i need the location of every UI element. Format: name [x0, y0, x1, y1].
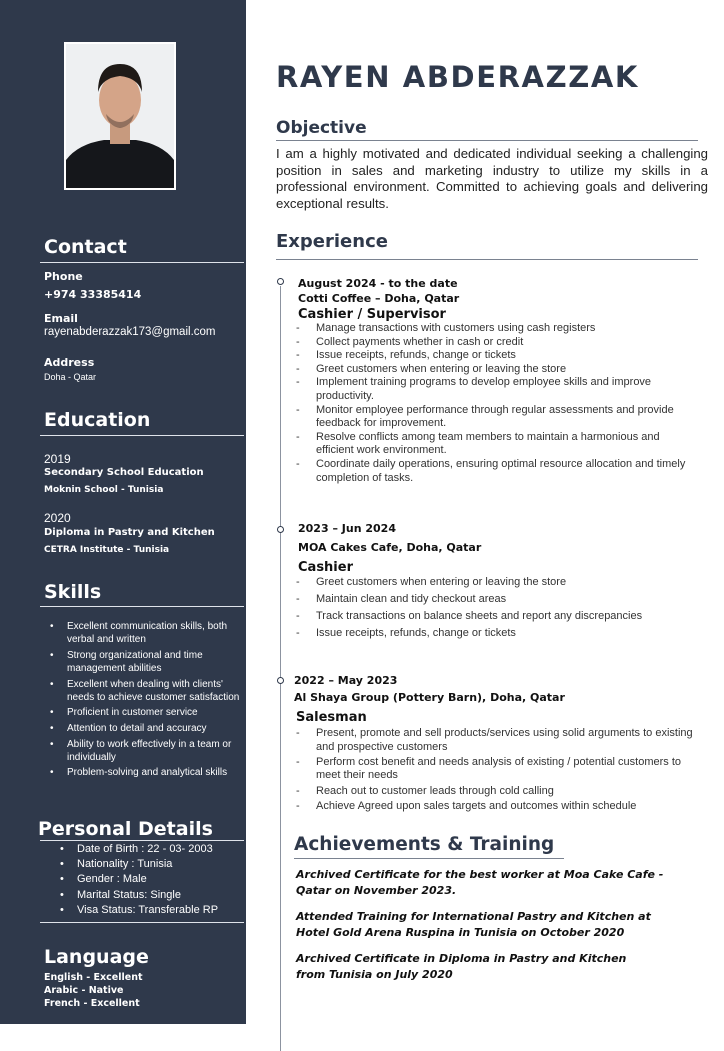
email-value[interactable]: rayenabderazzak173@gmail.com: [44, 326, 216, 338]
language-heading: Language: [44, 946, 149, 968]
job-role: Cashier: [298, 560, 353, 575]
objective-divider: [276, 140, 698, 141]
personal-details-divider: [40, 840, 244, 841]
language-item: French - Excellent: [44, 998, 140, 1009]
job-duty: - Implement training programs to develop employee skills and improve productivity.: [296, 376, 696, 403]
timeline-node-icon: [277, 526, 284, 533]
phone-label: Phone: [44, 270, 83, 283]
personal-details-list: [60, 842, 218, 918]
skill-item: • Excellent communication skills, both verbal and written: [50, 620, 240, 646]
timeline-node-icon: [277, 677, 284, 684]
skill-item: • Strong organizational and time management abilities: [50, 649, 240, 675]
job-date: 2022 – May 2023: [294, 674, 398, 687]
experience-timeline: [280, 286, 281, 1051]
job-date: August 2024 - to the date: [298, 277, 458, 290]
job-duty: - Maintain clean and tidy checkout areas: [296, 593, 696, 607]
language-item: English - Excellent: [44, 972, 143, 983]
personal-details-heading: Personal Details: [38, 818, 213, 840]
job-duties: [296, 322, 696, 485]
job-role: Salesman: [296, 710, 367, 725]
achievements-divider: [294, 858, 564, 859]
address-label: Address: [44, 356, 95, 369]
job-duty: - Collect payments whether in cash or credit: [296, 336, 696, 350]
profile-photo: [64, 42, 176, 190]
sidebar: [0, 0, 246, 1024]
job-duty: - Issue receipts, refunds, change or tickets: [296, 627, 696, 641]
experience-divider: [276, 259, 698, 260]
achievement-item: Archived Certificate in Diploma in Pastry and Kitchen from Tunisia on July 2020: [296, 952, 627, 981]
candidate-name: RAYEN ABDERAZZAK: [276, 60, 639, 94]
education-year: 2020: [44, 511, 71, 525]
education-heading: Education: [44, 409, 151, 431]
personal-detail-item: • Marital Status: Single: [60, 888, 218, 903]
personal-detail-item: • Date of Birth : 22 - 03- 2003: [60, 842, 218, 857]
skill-item: • Problem-solving and analytical skills: [50, 766, 240, 779]
skill-item: • Attention to detail and accuracy: [50, 722, 240, 735]
personal-detail-item: • Visa Status: Transferable RP: [60, 903, 218, 918]
job-duty: - Coordinate daily operations, ensuring optimal resource allocation and timely completion of tasks.: [296, 458, 696, 485]
address-value: Doha - Qatar: [44, 372, 97, 382]
job-duty: - Reach out to customer leads through cold calling: [296, 785, 706, 799]
job-duty: - Perform cost benefit and needs analysis of existing / potential customers to meet their needs: [296, 756, 706, 783]
job-company: MOA Cakes Cafe, Doha, Qatar: [298, 541, 482, 554]
job-duty: - Present, promote and sell products/services using solid arguments to existing and prospective customers: [296, 727, 706, 754]
email-label: Email: [44, 312, 78, 325]
job-duty: - Resolve conflicts among team members to maintain a harmonious and efficient work environment.: [296, 431, 696, 458]
phone-value: +974 33385414: [44, 288, 142, 301]
job-duty: - Achieve Agreed upon sales targets and outcomes within schedule: [296, 800, 706, 814]
job-date: 2023 – Jun 2024: [298, 522, 396, 535]
skills-list: [50, 620, 240, 782]
job-duties: [296, 727, 706, 813]
achievement-item: Attended Training for International Pastry and Kitchen at Hotel Gold Arena Ruspina in Tunisia on October 2020: [296, 910, 651, 939]
job-duty: - Track transactions on balance sheets and report any discrepancies: [296, 610, 696, 624]
language-item: Arabic - Native: [44, 985, 124, 996]
job-duty: - Monitor employee performance through regular assessments and provide feedback for improvement.: [296, 404, 696, 431]
achievements-heading: Achievements & Training: [294, 834, 555, 855]
timeline-node-icon: [277, 278, 284, 285]
job-duty: - Manage transactions with customers using cash registers: [296, 322, 696, 336]
skills-divider: [40, 606, 244, 607]
job-company: Cotti Coffee – Doha, Qatar: [298, 292, 460, 305]
skill-item: • Excellent when dealing with clients' needs to achieve customer satisfaction: [50, 678, 240, 704]
job-duties: [296, 576, 696, 641]
skills-heading: Skills: [44, 581, 102, 603]
experience-heading: Experience: [276, 231, 388, 252]
skill-item: • Proficient in customer service: [50, 706, 240, 719]
contact-heading: Contact: [44, 236, 127, 258]
education-school: Moknin School - Tunisia: [44, 485, 164, 495]
personal-details-bottom-divider: [40, 922, 244, 923]
objective-text: I am a highly motivated and dedicated individual seeking a challenging position in sales and marketing industry to utilize my skills in a professional environment. Committed to achieving goals and delivering exceptional results.: [276, 146, 708, 211]
objective-heading: Objective: [276, 118, 367, 138]
job-duty: - Greet customers when entering or leaving the store: [296, 576, 696, 590]
profile-photo-portrait: [66, 44, 174, 188]
job-company: Al Shaya Group (Pottery Barn), Doha, Qatar: [294, 691, 565, 704]
education-degree: Diploma in Pastry and Kitchen: [44, 527, 215, 538]
job-role: Cashier / Supervisor: [298, 307, 446, 322]
job-duty: - Greet customers when entering or leaving the store: [296, 363, 696, 377]
education-degree: Secondary School Education: [44, 467, 204, 478]
personal-detail-item: • Nationality : Tunisia: [60, 857, 218, 872]
education-divider: [40, 435, 244, 436]
education-year: 2019: [44, 452, 71, 466]
contact-divider: [40, 262, 244, 263]
skill-item: • Ability to work effectively in a team or individually: [50, 738, 240, 764]
achievement-item: Archived Certificate for the best worker at Moa Cake Cafe - Qatar on November 2023.: [296, 868, 664, 897]
education-school: CETRA Institute - Tunisia: [44, 545, 170, 555]
job-duty: - Issue receipts, refunds, change or tickets: [296, 349, 696, 363]
personal-detail-item: • Gender : Male: [60, 872, 218, 887]
